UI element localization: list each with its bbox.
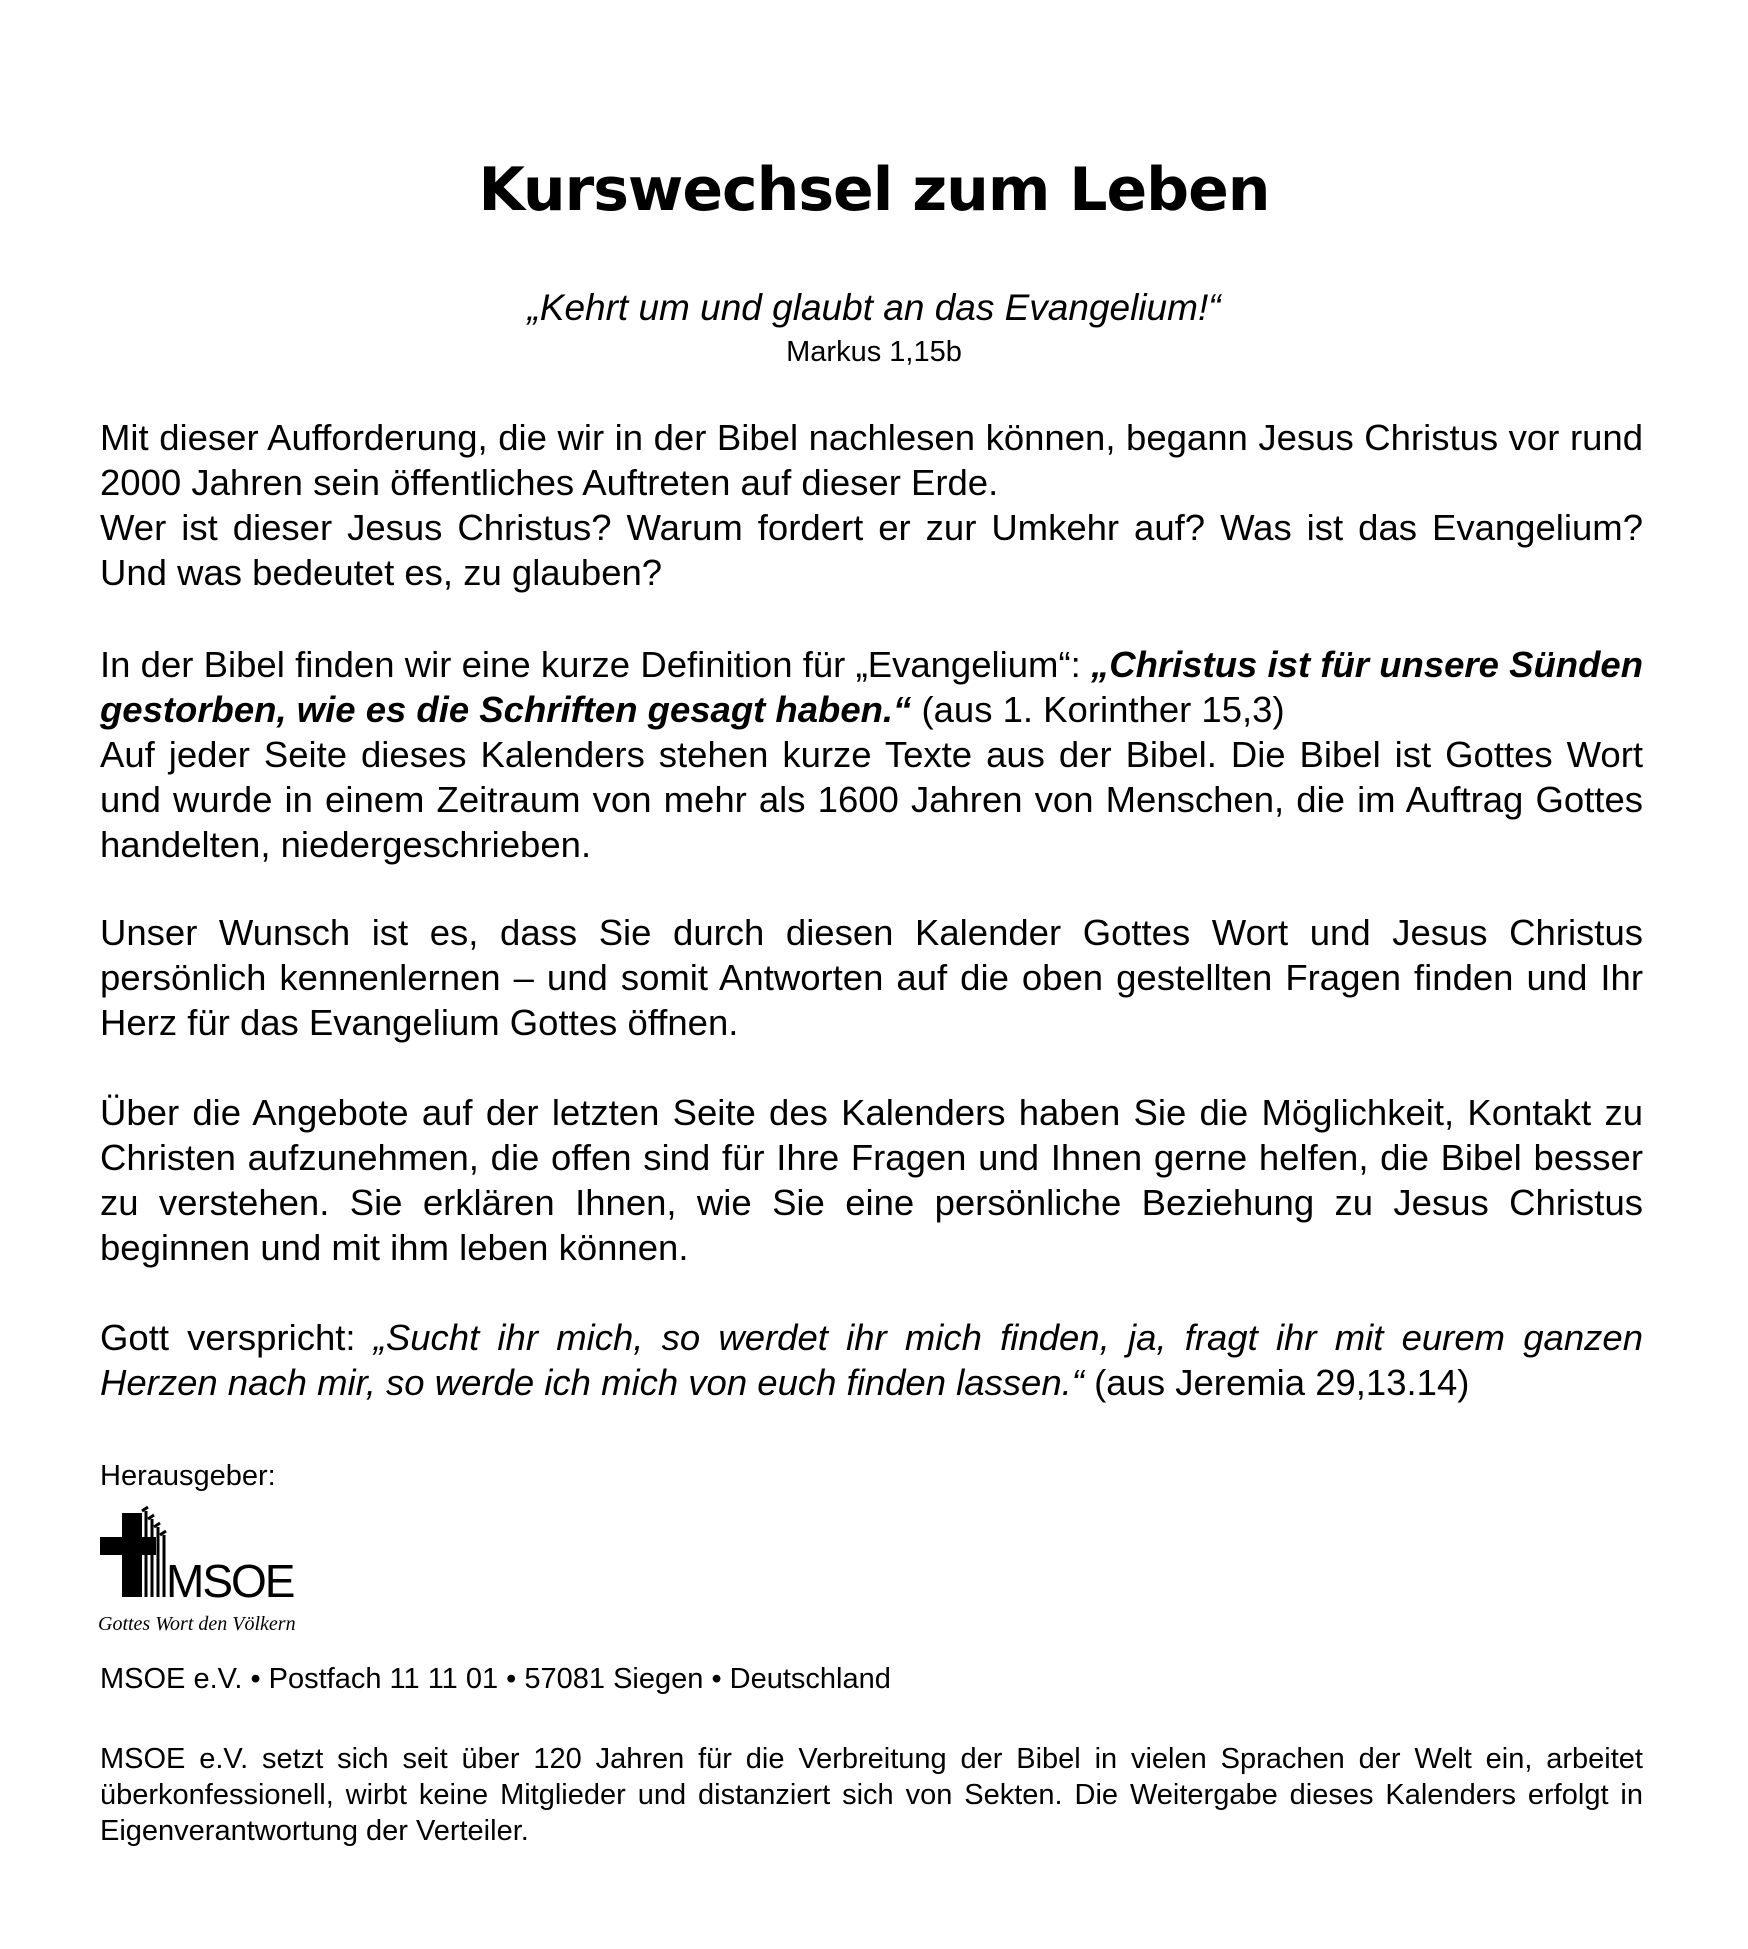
gospel-definition-reference: (aus 1. Korinther 15,3)	[911, 689, 1285, 730]
logo-wordmark: MSOE	[166, 1555, 294, 1607]
publisher-label: Herausgeber:	[100, 1460, 276, 1492]
paragraph-gospel-definition	[100, 642, 1643, 867]
promise-quote: „Sucht ihr mich, so werdet ihr mich finden, ja, fragt ihr mit eurem ganzen Herzen nach mir, so werde ich mich von euch finden lassen.“	[100, 1317, 1643, 1403]
page-title: Kurswechsel zum Leben	[478, 155, 1270, 225]
paragraph-promise	[100, 1315, 1643, 1405]
paragraph-wish: Unser Wunsch ist es, dass Sie durch diesen Kalender Gottes Wort und Jesus Christus persönlich kennenlernen – und somit Antworten auf die oben gestellten Fragen finden und Ihr Herz für das Evangelium Gottes öffnen.	[100, 912, 1643, 1043]
cross-icon	[100, 1507, 166, 1597]
publisher-address: MSOE e.V. • Postfach 11 11 01 • 57081 Siegen • Deutschland	[100, 1663, 891, 1695]
gospel-definition-intro: In der Bibel finden wir eine kurze Definition für „Evangelium“:	[100, 644, 1091, 685]
paragraph-offers: Über die Angebote auf der letzten Seite des Kalenders haben Sie die Möglichkeit, Kontakt zu Christen aufzunehmen, die offen sind für Ihre Fragen und Ihnen gerne helfen, die Bibel besser zu verstehen. Sie erklären Ihnen, wie Sie eine persönliche Beziehung zu Jesus Christus beginnen und mit ihm leben können.	[100, 1092, 1643, 1268]
bible-description: Auf jeder Seite dieses Kalenders stehen kurze Texte aus der Bibel. Die Bibel ist Gottes Wort und wurde in einem Zeitraum von mehr als 1600 Jahren von Menschen, die im Auftrag Gottes handelten, niedergeschrieben.	[100, 734, 1643, 865]
motto-quote: „Kehrt um und glaubt an das Evangelium!“	[527, 287, 1221, 328]
promise-intro: Gott verspricht:	[100, 1317, 374, 1358]
gospel-definition-quote: „Christus ist für unsere Sünden gestorben, wie es die Schriften gesagt haben.“	[100, 644, 1643, 730]
paragraph-intro-questions: Wer ist dieser Jesus Christus? Warum fordert er zur Umkehr auf? Was ist das Evangelium? Und was bedeutet es, zu glauben?	[100, 507, 1643, 593]
motto-reference: Markus 1,15b	[786, 336, 962, 368]
paragraph-intro-sentence: Mit dieser Aufforderung, die wir in der Bibel nachlesen können, begann Jesus Christus vor rund 2000 Jahren sein öffentliches Auftreten auf dieser Erde.	[100, 417, 1643, 503]
promise-reference: (aus Jeremia 29,13.14)	[1083, 1362, 1470, 1403]
msoe-logo	[96, 1505, 326, 1640]
logo-tagline: Gottes Wort den Völkern	[98, 1613, 296, 1635]
footer-note: MSOE e.V. setzt sich seit über 120 Jahren für die Verbreitung der Bibel in vielen Sprachen der Welt ein, arbeitet überkonfessionell, wirbt keine Mitglieder und distanziert sich von Sekten. Die Weitergabe dieses Kalenders erfolgt in Eigenverantwortung der Verteiler.	[100, 1743, 1643, 1847]
paragraph-intro	[100, 415, 1643, 595]
